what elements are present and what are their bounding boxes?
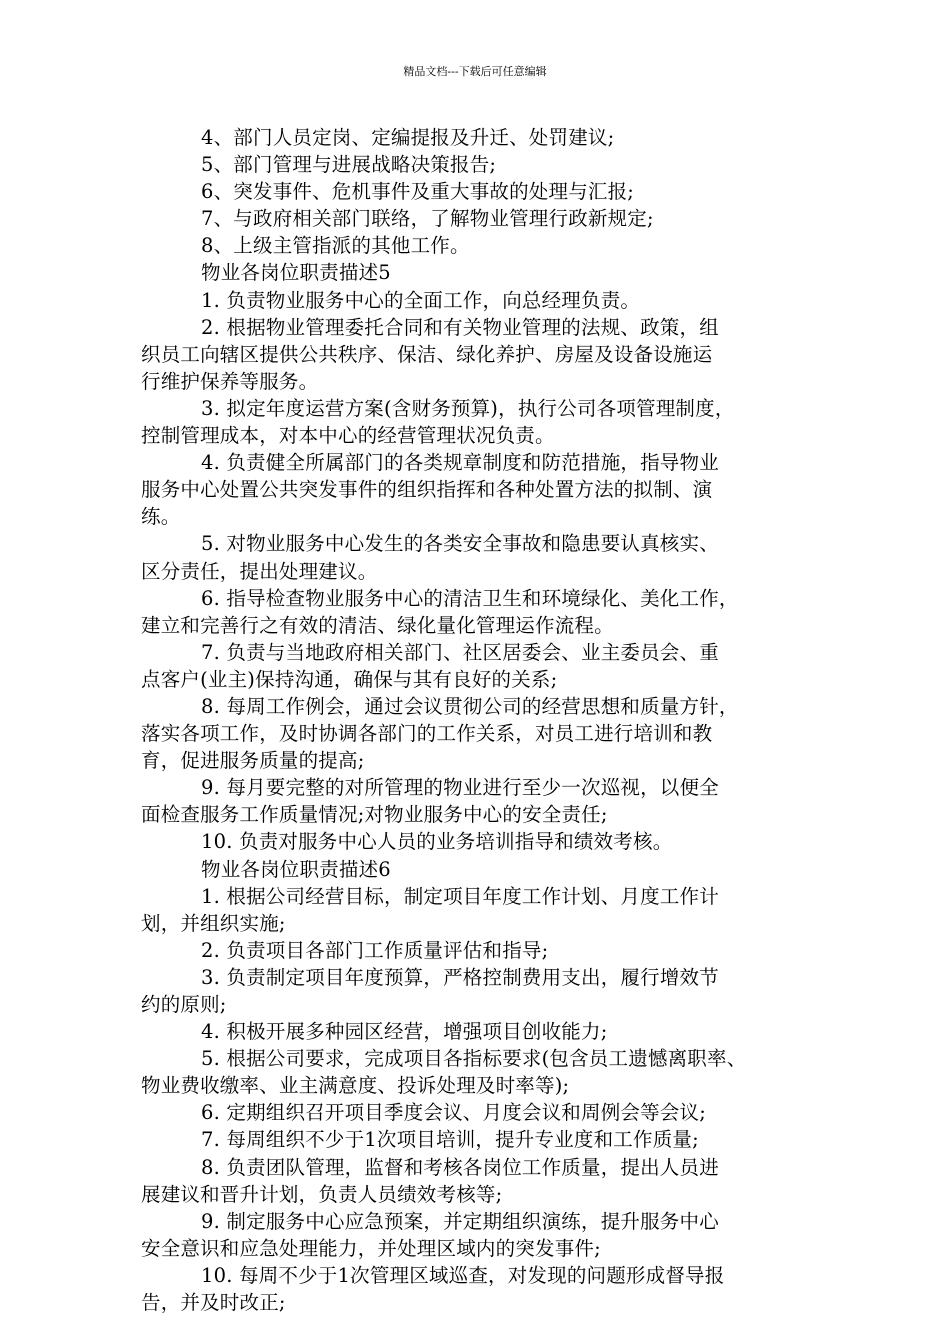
text-line: 6. 指导检查物业服务中心的清洁卫生和环境绿化、美化工作， bbox=[201, 586, 739, 610]
text-line: 行维护保养等服务。 bbox=[141, 369, 319, 393]
text-line: 5. 对物业服务中心发生的各类安全事故和隐患要认真核实、 bbox=[201, 532, 719, 556]
text-line: 4. 积极开展多种园区经营，增强项目创收能力; bbox=[201, 1020, 608, 1044]
text-line: 面检查服务工作质量情况;对物业服务中心的安全责任; bbox=[141, 803, 608, 827]
text-line: 约的原则; bbox=[141, 993, 227, 1016]
text-line: 10. 负责对服务中心人员的业务培训指导和绩效考核。 bbox=[201, 830, 673, 854]
text-line: 6. 定期组织召开项目季度会议、月度会议和周例会等会议; bbox=[201, 1101, 706, 1125]
page-header: 精品文档---下载后可任意编辑 bbox=[403, 65, 547, 78]
text-line: 4. 负责健全所属部门的各类规章制度和防范措施，指导物业 bbox=[201, 451, 719, 475]
text-line: 9. 每月要完整的对所管理的物业进行至少一次巡视，以便全 bbox=[201, 776, 719, 800]
text-line: 点客户(业主)保持沟通，确保与其有良好的关系; bbox=[141, 667, 558, 691]
text-line: 7、与政府相关部门联络，了解物业管理行政新规定; bbox=[201, 207, 654, 231]
text-line: 织员工向辖区提供公共秩序、保洁、绿化养护、房屋及设备设施运 bbox=[141, 342, 713, 366]
text-line: 1. 负责物业服务中心的全面工作，向总经理负责。 bbox=[201, 288, 641, 312]
text-line: 建立和完善行之有效的清洁、绿化量化管理运作流程。 bbox=[141, 613, 614, 637]
text-line: 落实各项工作，及时协调各部门的工作关系，对员工进行培训和教 bbox=[141, 722, 713, 746]
text-line: 1. 根据公司经营目标，制定项目年度工作计划、月度工作计 bbox=[201, 884, 719, 908]
text-line: 4、部门人员定岗、定编提报及升迁、处罚建议; bbox=[201, 126, 615, 149]
text-line: 6、突发事件、危机事件及重大事故的处理与汇报; bbox=[201, 180, 635, 204]
text-line: 7. 负责与当地政府相关部门、社区居委会、业主委员会、重 bbox=[201, 640, 719, 664]
text-line: 控制管理成本，对本中心的经营管理状况负责。 bbox=[141, 424, 555, 448]
text-line: 3. 负责制定项目年度预算，严格控制费用支出，履行增效节 bbox=[201, 965, 719, 989]
text-line: 5. 根据公司要求，完成项目各指标要求(包含员工遗憾离职率、 bbox=[201, 1047, 747, 1071]
text-line: 8. 负责团队管理，监督和考核各岗位工作质量，提出人员进 bbox=[201, 1155, 719, 1179]
text-line: 7. 每周组织不少于1次项目培训，提升专业度和工作质量; bbox=[201, 1128, 699, 1152]
text-line: 展建议和晋升计划，负责人员绩效考核等; bbox=[141, 1182, 503, 1206]
text-line: 5、部门管理与进展战略决策报告; bbox=[201, 153, 497, 177]
text-line: 2. 根据物业管理委托合同和有关物业管理的法规、政策，组 bbox=[201, 315, 719, 339]
text-line: 3. 拟定年度运营方案(含财务预算)，执行公司各项管理制度， bbox=[201, 396, 735, 420]
text-line: 物业各岗位职责描述6 bbox=[201, 857, 391, 881]
document-body bbox=[141, 124, 821, 1316]
text-line: 8. 每周工作例会，通过会议贯彻公司的经营思想和质量方针， bbox=[201, 694, 739, 718]
text-line: 物业各岗位职责描述5 bbox=[201, 261, 391, 285]
text-line: 8、上级主管指派的其他工作。 bbox=[201, 234, 470, 258]
text-line: 9. 制定服务中心应急预案，并定期组织演练，提升服务中心 bbox=[201, 1209, 719, 1233]
text-line: 育，促进服务质量的提高; bbox=[141, 749, 365, 773]
text-line: 告，并及时改正; bbox=[141, 1291, 286, 1315]
text-line: 2. 负责项目各部门工作质量评估和指导; bbox=[201, 938, 549, 962]
text-line: 区分责任，提出处理建议。 bbox=[141, 559, 378, 583]
text-line: 物业费收缴率、业主满意度、投诉处理及时率等); bbox=[141, 1074, 570, 1098]
text-line: 10. 每周不少于1次管理区域巡查，对发现的问题形成督导报 bbox=[201, 1263, 725, 1287]
text-line: 练。 bbox=[141, 505, 181, 529]
text-line: 服务中心处置公共突发事件的组织指挥和各种处置方法的拟制、演 bbox=[141, 478, 713, 502]
text-line: 划，并组织实施; bbox=[141, 911, 286, 935]
text-line: 安全意识和应急处理能力，并处理区域内的突发事件; bbox=[141, 1236, 601, 1260]
